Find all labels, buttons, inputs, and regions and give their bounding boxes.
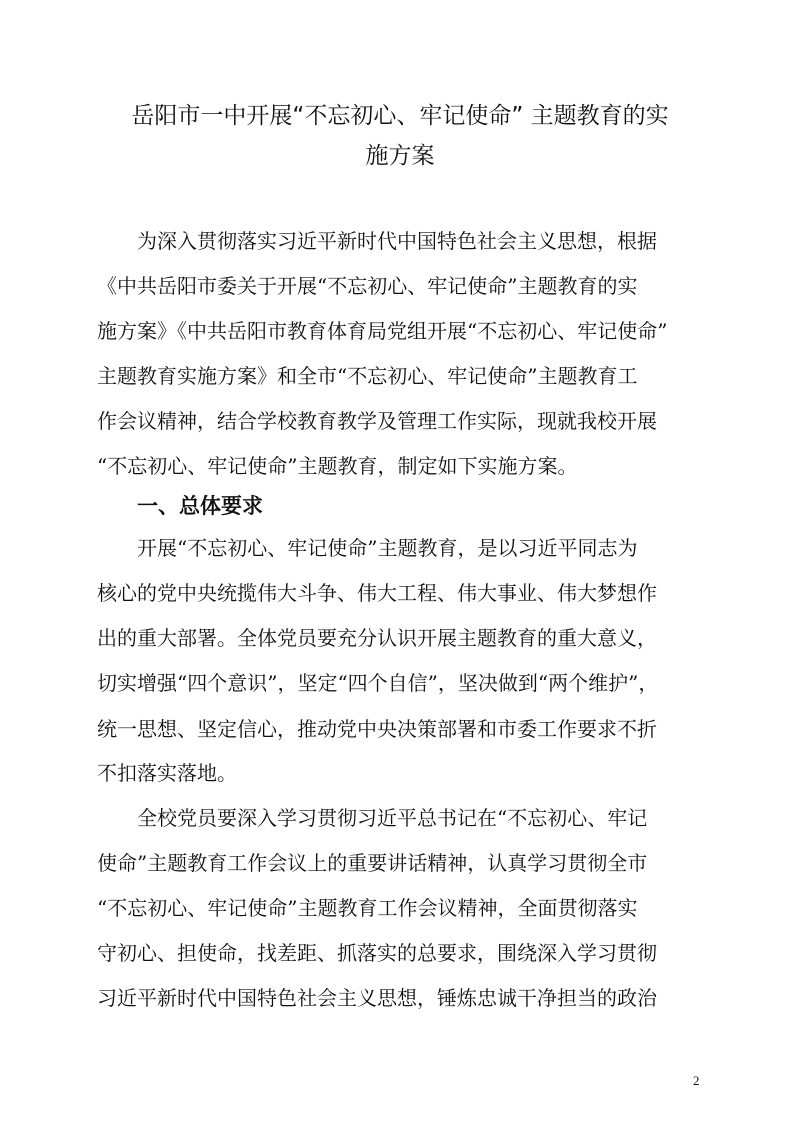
intro-line-5: 作会议精神，结合学校教育教学及管理工作实际，现就我校开展 — [97, 409, 657, 433]
section1-para1-line-1: 开展“不忘初心、牢记使命”主题教育，是以习近平同志为 — [137, 536, 638, 560]
section1-para2-line-2: 使命”主题教育工作会议上的重要讲话精神，认真学习贯彻全市 — [97, 851, 648, 875]
intro-line-2: 《中共岳阳市委关于开展“不忘初心、牢记使命”主题教育的实 — [97, 274, 638, 298]
section1-para2-line-4: 守初心、担使命，找差距、抓落实的总要求，围绕深入学习贯彻 — [97, 941, 657, 965]
section1-para2-line-5: 习近平新时代中国特色社会主义思想，锤炼忠诚干净担当的政治 — [97, 986, 657, 1010]
document-title-line-2: 施方案 — [365, 143, 435, 169]
intro-line-6: “不忘初心、牢记使命”主题教育，制定如下实施方案。 — [97, 454, 578, 478]
section1-para1-line-2: 核心的党中央统揽伟大斗争、伟大工程、伟大事业、伟大梦想作 — [97, 581, 657, 605]
intro-line-4: 主题教育实施方案》和全市“不忘初心、牢记使命”主题教育工 — [97, 364, 638, 388]
section1-para1-line-4: 切实增强“四个意识”，坚定“四个自信”，坚决做到“两个维护”， — [97, 671, 659, 695]
section1-para1-line-5: 统一思想、坚定信心，推动党中央决策部署和市委工作要求不折 — [97, 717, 657, 741]
section1-para1-line-6: 不扣落实落地。 — [97, 761, 237, 785]
intro-line-1: 为深入贯彻落实习近平新时代中国特色社会主义思想，根据 — [137, 229, 657, 253]
section1-para2-line-1: 全校党员要深入学习贯彻习近平总书记在“不忘初心、牢记 — [137, 806, 648, 830]
page-number: 2 — [693, 1073, 700, 1088]
section1-para2-line-3: “不忘初心、牢记使命”主题教育工作会议精神，全面贯彻落实 — [97, 896, 638, 920]
intro-line-3: 施方案》《中共岳阳市教育体育局党组开展“不忘初心、牢记使命” — [97, 319, 668, 343]
document-title-line-1: 岳阳市一中开展“不忘初心、牢记使命” 主题教育的实 — [131, 103, 669, 129]
section1-para1-line-3: 出的重大部署。全体党员要充分认识开展主题教育的重大意义， — [97, 626, 657, 650]
section-heading-general-requirements: 一、总体要求 — [137, 494, 263, 518]
